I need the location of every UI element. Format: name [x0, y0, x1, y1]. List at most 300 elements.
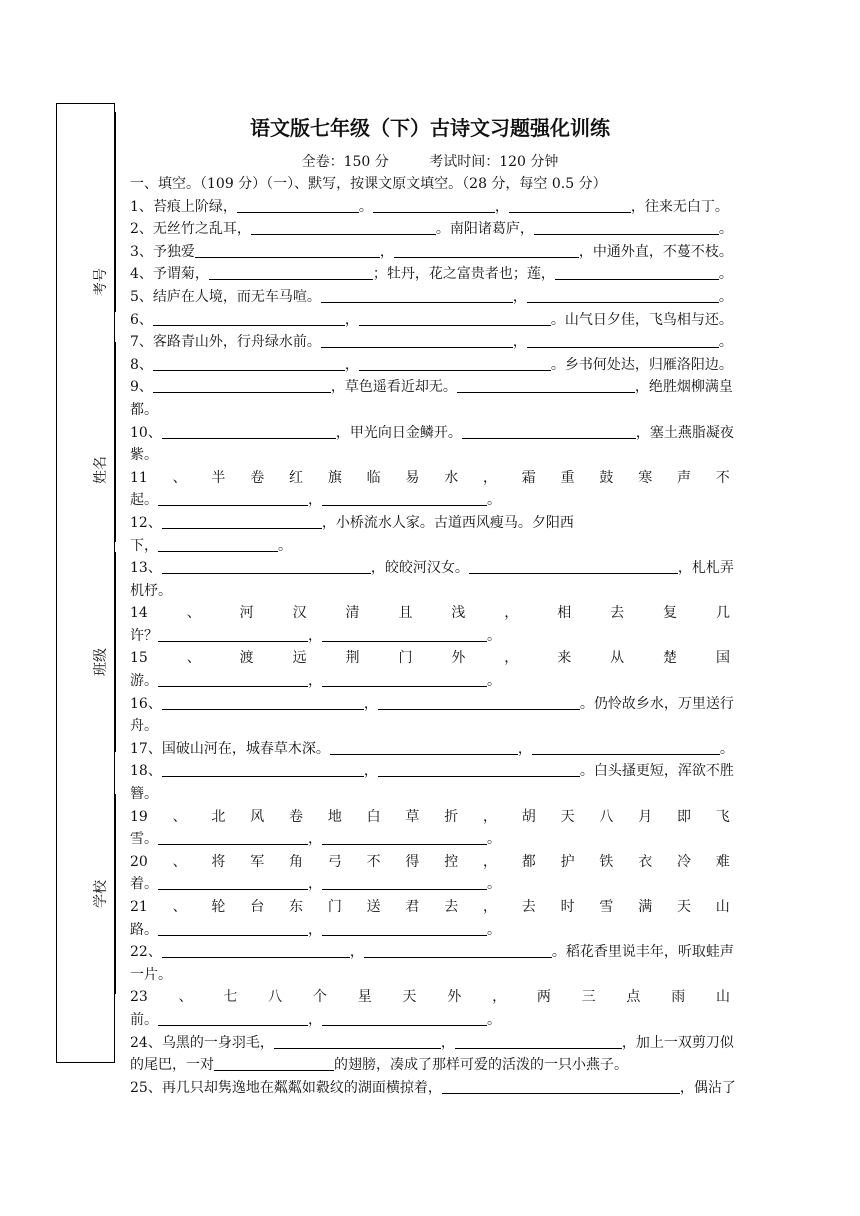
item-char: 浅	[451, 605, 466, 622]
answer-blank[interactable]	[469, 559, 678, 574]
total-score: 全卷：150 分	[301, 154, 389, 170]
item-char: 七	[223, 989, 238, 1006]
item-number: 8、	[130, 356, 153, 373]
item-number: 14	[130, 605, 148, 622]
item-text: 。	[358, 198, 373, 215]
item-text: 的尾巴，一对	[130, 1057, 214, 1074]
question-line-cont: 机杼。	[130, 582, 172, 599]
question-line	[130, 625, 730, 648]
question-line	[130, 263, 733, 286]
answer-blank[interactable]	[322, 830, 487, 845]
item-text: 着。	[130, 876, 158, 893]
answer-blank[interactable]	[162, 514, 322, 529]
field-label: 考号	[93, 268, 109, 296]
item-number: 11	[130, 469, 148, 486]
field-exam-number	[85, 112, 125, 312]
item-char: 、	[186, 605, 201, 622]
answer-blank[interactable]	[158, 830, 308, 845]
question-line	[130, 467, 730, 490]
answer-blank[interactable]	[364, 943, 552, 958]
document-body	[130, 112, 736, 1099]
item-char: 复	[663, 605, 678, 622]
item-text: 。	[278, 537, 292, 554]
item-char: 旗	[327, 469, 342, 486]
item-number: 7、	[130, 334, 153, 351]
answer-blank[interactable]	[359, 356, 551, 371]
item-text: 的翅膀，凑成了那样可爱的活泼的一只小燕子。	[334, 1057, 628, 1074]
item-char: ，	[492, 989, 507, 1006]
item-char: 时	[560, 899, 575, 915]
answer-blank[interactable]	[214, 1056, 334, 1071]
answer-blank[interactable]	[457, 378, 635, 393]
question-item	[130, 467, 730, 512]
question-item	[130, 309, 733, 332]
item-text: ，札札弄	[677, 560, 734, 577]
answer-blank[interactable]	[322, 921, 487, 936]
item-text: 游。	[130, 673, 158, 690]
item-text: ，草色遥看近却无。	[330, 379, 457, 396]
item-char: 雪	[599, 899, 614, 915]
question-line	[130, 670, 730, 693]
item-char: 铁	[599, 853, 614, 870]
item-char: 从	[610, 650, 625, 667]
answer-blank[interactable]	[209, 265, 373, 280]
item-char: ，	[504, 605, 519, 622]
item-text: ，	[440, 1034, 455, 1051]
item-text: 无丝竹之乱耳，	[152, 221, 251, 238]
item-number: 10、	[130, 424, 162, 441]
answer-blank[interactable]	[321, 288, 513, 303]
item-char: 不	[366, 853, 381, 870]
item-char: 水	[444, 469, 459, 486]
item-char: 君	[405, 899, 420, 915]
question-line-cont	[130, 1054, 730, 1077]
question-line-cont: 都。	[130, 401, 158, 418]
item-text: ，往来无白丁。	[630, 198, 729, 215]
question-line	[130, 196, 730, 219]
question-line	[130, 512, 730, 535]
question-item	[130, 196, 730, 219]
item-char: 红	[289, 469, 304, 486]
question-line	[130, 986, 730, 1009]
question-item	[130, 331, 733, 354]
item-text: ，	[308, 492, 322, 509]
item-text: 。	[718, 221, 733, 238]
item-char: 送	[366, 899, 381, 915]
question-line-cont	[130, 535, 730, 558]
item-text: 予谓菊，	[152, 266, 209, 283]
question-line	[130, 851, 730, 874]
answer-blank[interactable]	[158, 537, 278, 552]
question-line	[130, 376, 733, 399]
question-line-cont: 紫。	[130, 447, 158, 464]
item-text: 路。	[130, 921, 158, 938]
answer-blank[interactable]	[322, 875, 487, 890]
field-name	[85, 342, 125, 542]
school-line[interactable]	[115, 794, 116, 994]
question-line	[130, 828, 730, 851]
question-line	[130, 693, 734, 716]
binding-box	[56, 103, 115, 1063]
item-text: 再几只却隽逸地在粼粼如縠纹的湖面横掠着，	[161, 1079, 442, 1096]
item-char: 满	[638, 899, 653, 915]
question-item	[130, 512, 730, 557]
item-text: ，加上一双剪刀似	[621, 1034, 734, 1051]
item-char: 天	[676, 899, 691, 915]
item-char: 天	[402, 989, 417, 1006]
section-heading: 一、填空。（109 分）（一）、默写，按课文原文填空。（28 分，每空 0.5 分）	[130, 176, 607, 192]
item-char: 角	[289, 853, 304, 870]
answer-blank[interactable]	[153, 378, 331, 393]
question-item	[130, 896, 730, 941]
item-text: 。南阳诸葛庐，	[435, 221, 534, 238]
question-line	[130, 286, 733, 309]
item-char: 易	[405, 469, 420, 486]
item-char: 寒	[638, 469, 653, 486]
question-line	[130, 557, 734, 580]
question-line	[130, 1077, 736, 1100]
answer-blank[interactable]	[534, 220, 719, 235]
answer-blank[interactable]	[237, 198, 359, 213]
item-char: 几	[715, 605, 730, 622]
question-line	[130, 1032, 734, 1055]
item-text: ，	[308, 627, 322, 644]
item-char: 鼓	[599, 469, 614, 486]
item-char: 卷	[289, 808, 304, 825]
answer-blank[interactable]	[378, 762, 580, 777]
answer-blank[interactable]	[330, 740, 518, 755]
item-char: 护	[560, 853, 575, 870]
item-text: 。稻花香里说丰年，听取蛙声	[551, 944, 734, 961]
answer-blank[interactable]	[322, 1011, 487, 1026]
item-char: 难	[715, 853, 730, 870]
question-line	[130, 919, 730, 942]
question-item	[130, 693, 734, 738]
item-char: 外	[447, 989, 462, 1006]
item-char: 八	[268, 989, 283, 1006]
item-text: 予独爱	[152, 243, 195, 260]
item-char: 山	[715, 899, 730, 915]
item-text: 。	[487, 876, 501, 893]
answer-blank[interactable]	[158, 672, 308, 687]
question-line	[130, 354, 733, 377]
item-text: 。山气日夕佳，飞鸟相与还。	[550, 311, 733, 328]
item-text: ；牡丹，花之富贵者也；莲，	[372, 266, 555, 283]
item-text: 。	[718, 288, 733, 305]
item-char: 、	[172, 853, 187, 870]
item-char: 来	[557, 650, 572, 667]
item-char: ，	[483, 808, 497, 825]
item-text: ，甲光向日金鳞开。	[335, 424, 462, 441]
answer-blank[interactable]	[462, 424, 636, 439]
item-number: 4、	[130, 266, 153, 283]
question-item	[130, 557, 734, 602]
item-text: 。	[487, 492, 501, 509]
answer-blank[interactable]	[162, 559, 371, 574]
item-text: 雪。	[130, 831, 158, 848]
item-char: ，	[483, 853, 497, 870]
item-text: 苔痕上阶绿，	[152, 198, 237, 215]
answer-blank[interactable]	[322, 627, 487, 642]
item-text: 结庐在人境，而无车马喧。	[152, 288, 321, 305]
question-item	[130, 851, 730, 896]
item-text: ，	[344, 311, 359, 328]
item-number: 23	[130, 989, 148, 1006]
answer-blank[interactable]	[158, 491, 308, 506]
item-text: ，皎皎河汉女。	[370, 560, 469, 577]
item-char: 霜	[521, 469, 536, 486]
item-number: 17、	[130, 740, 162, 757]
question-line	[130, 738, 734, 761]
answer-blank[interactable]	[162, 695, 364, 710]
question-item	[130, 286, 733, 309]
question-item	[130, 354, 733, 377]
answer-blank[interactable]	[158, 921, 308, 936]
item-char: 军	[250, 853, 265, 870]
answer-blank[interactable]	[195, 243, 380, 258]
answer-blank[interactable]	[322, 672, 487, 687]
item-number: 15	[130, 650, 148, 667]
field-label: 学校	[93, 880, 109, 908]
item-char: ，	[483, 899, 497, 915]
answer-blank[interactable]	[509, 198, 631, 213]
item-char: 不	[715, 469, 730, 486]
item-text: 。	[487, 627, 501, 644]
item-char: 地	[327, 808, 342, 825]
item-text: ，	[494, 198, 509, 215]
item-text: ，	[363, 695, 378, 712]
item-number: 22、	[130, 944, 162, 961]
answer-blank[interactable]	[373, 198, 495, 213]
answer-blank[interactable]	[162, 424, 336, 439]
answer-blank[interactable]	[527, 333, 719, 348]
item-text: 乌黑的一身羽毛，	[161, 1034, 274, 1051]
item-text: ，	[512, 288, 527, 305]
item-text: ，	[512, 334, 527, 351]
question-item	[130, 941, 734, 986]
item-number: 3、	[130, 243, 153, 260]
item-number: 9、	[130, 379, 153, 396]
answer-blank[interactable]	[162, 943, 350, 958]
item-char: 三	[581, 989, 596, 1006]
question-line	[130, 873, 730, 896]
answer-blank[interactable]	[442, 1079, 680, 1094]
question-item	[130, 422, 734, 467]
item-char: 雨	[671, 989, 686, 1006]
item-number: 13、	[130, 560, 162, 577]
question-item	[130, 1077, 736, 1100]
item-char: 台	[250, 899, 265, 915]
question-line	[130, 1009, 730, 1032]
item-char: 草	[405, 808, 420, 825]
item-char: 冷	[676, 853, 691, 870]
item-text: 。	[718, 266, 733, 283]
item-char: 天	[560, 808, 575, 825]
item-char: 八	[599, 808, 614, 825]
item-text: 国破山河在，城春草木深。	[161, 740, 330, 757]
question-item	[130, 647, 730, 692]
question-item	[130, 263, 733, 286]
question-line	[130, 489, 730, 512]
item-number: 12、	[130, 514, 162, 531]
name-line[interactable]	[115, 342, 116, 542]
item-text: 前。	[130, 1011, 158, 1028]
question-line	[130, 896, 730, 919]
item-text: ，	[517, 740, 532, 757]
exam-number-line[interactable]	[115, 112, 116, 312]
item-char: 楚	[663, 650, 678, 667]
question-item	[130, 376, 733, 421]
item-char: 东	[289, 899, 304, 915]
item-number: 2、	[130, 221, 153, 238]
question-line	[130, 241, 733, 264]
item-text: 。	[487, 673, 501, 690]
item-char: 折	[444, 808, 459, 825]
item-char: 国	[715, 650, 730, 667]
field-label: 班级	[93, 648, 109, 676]
answer-blank[interactable]	[555, 265, 719, 280]
item-char: 飞	[715, 808, 730, 825]
item-text: 。	[487, 831, 501, 848]
answer-blank[interactable]	[455, 1034, 622, 1049]
item-text: 。	[487, 1011, 501, 1028]
item-char: 衣	[638, 853, 653, 870]
item-text: 。乡书何处达，归雁洛阳边。	[550, 356, 733, 373]
item-char: 、	[172, 469, 187, 486]
item-number: 16、	[130, 695, 162, 712]
item-text: ，小桥流水人家。古道西风瘦马。夕阳西	[321, 514, 574, 531]
item-text: ，	[308, 1011, 322, 1028]
question-item	[130, 218, 733, 241]
question-line	[130, 331, 733, 354]
item-char: 点	[626, 989, 641, 1006]
item-number: 1、	[130, 198, 153, 215]
item-char: 胡	[521, 808, 536, 825]
question-line	[130, 806, 730, 829]
item-text: ，	[344, 356, 359, 373]
item-char: 去	[444, 899, 459, 915]
item-char: 半	[211, 469, 226, 486]
item-number: 21	[130, 899, 148, 915]
item-char: 、	[178, 989, 193, 1006]
field-school	[85, 794, 125, 994]
item-char: 临	[366, 469, 381, 486]
item-char: 去	[610, 605, 625, 622]
item-char: 河	[239, 605, 254, 622]
item-char: 、	[186, 650, 201, 667]
item-char: 星	[357, 989, 372, 1006]
question-item	[130, 1032, 734, 1077]
question-line-cont: 簪。	[130, 786, 158, 803]
answer-blank[interactable]	[251, 220, 436, 235]
item-char: 北	[211, 808, 226, 825]
page-title: 语文版七年级（下）古诗文习题强化训练	[250, 116, 610, 140]
answer-blank[interactable]	[162, 762, 364, 777]
answer-blank[interactable]	[378, 695, 580, 710]
question-item	[130, 738, 734, 761]
item-char: 外	[451, 650, 466, 667]
question-item	[130, 760, 734, 805]
item-char: 相	[557, 605, 572, 622]
question-line	[130, 309, 733, 332]
answer-blank[interactable]	[274, 1034, 441, 1049]
question-item	[130, 986, 730, 1031]
item-char: 控	[444, 853, 459, 870]
answer-blank[interactable]	[158, 1011, 308, 1026]
item-char: 即	[676, 808, 691, 825]
answer-blank[interactable]	[158, 875, 308, 890]
item-text: ，	[308, 876, 322, 893]
question-line	[130, 422, 734, 445]
item-char: 去	[521, 899, 536, 915]
item-text: 。	[719, 740, 734, 757]
item-text: 下，	[130, 537, 158, 554]
item-text: ，	[308, 673, 322, 690]
class-line[interactable]	[115, 552, 116, 752]
answer-blank[interactable]	[158, 627, 308, 642]
item-number: 6、	[130, 311, 153, 328]
item-char: 重	[560, 469, 575, 486]
question-list	[130, 196, 736, 1100]
item-text: ，	[308, 831, 322, 848]
answer-blank[interactable]	[527, 288, 719, 303]
item-text: ，绝胜烟柳满皇	[634, 379, 733, 396]
answer-blank[interactable]	[321, 333, 513, 348]
item-text: 客路青山外，行舟绿水前。	[152, 334, 321, 351]
item-char: 荆	[345, 650, 360, 667]
item-text: 。	[718, 334, 733, 351]
question-item	[130, 602, 730, 647]
question-line	[130, 760, 734, 783]
item-number: 24、	[130, 1034, 162, 1051]
item-char: 山	[715, 989, 730, 1006]
item-char: 两	[536, 989, 551, 1006]
item-char: 、	[172, 808, 187, 825]
answer-blank[interactable]	[153, 356, 345, 371]
item-text: 。仍怜故乡水，万里送行	[579, 695, 734, 712]
question-item	[130, 806, 730, 851]
item-text: 。白头搔更短，浑欲不胜	[579, 763, 734, 780]
answer-blank[interactable]	[153, 311, 345, 326]
field-label: 姓名	[93, 456, 109, 484]
question-item	[130, 241, 733, 264]
answer-blank[interactable]	[532, 740, 720, 755]
item-char: 清	[345, 605, 360, 622]
item-char: 门	[398, 650, 413, 667]
item-char: 白	[366, 808, 381, 825]
item-text: ，偶沾了	[679, 1079, 736, 1096]
item-text: 许？	[130, 627, 158, 644]
item-number: 5、	[130, 288, 153, 305]
item-char: ，	[483, 469, 497, 486]
exam-time: 考试时间：120 分钟	[429, 154, 559, 170]
item-char: 个	[312, 989, 327, 1006]
answer-blank[interactable]	[322, 491, 487, 506]
item-text: ，	[349, 944, 364, 961]
item-char: 渡	[239, 650, 254, 667]
item-text: 。	[487, 921, 501, 938]
item-text: ，塞土燕脂凝夜	[635, 424, 734, 441]
answer-blank[interactable]	[394, 243, 579, 258]
item-char: ，	[504, 650, 519, 667]
item-number: 25、	[130, 1079, 162, 1096]
item-text: ，	[308, 921, 322, 938]
question-line-cont: 舟。	[130, 718, 158, 735]
answer-blank[interactable]	[359, 311, 551, 326]
item-text: ，	[379, 243, 394, 260]
item-text: ，	[363, 763, 378, 780]
item-char: 得	[405, 853, 420, 870]
